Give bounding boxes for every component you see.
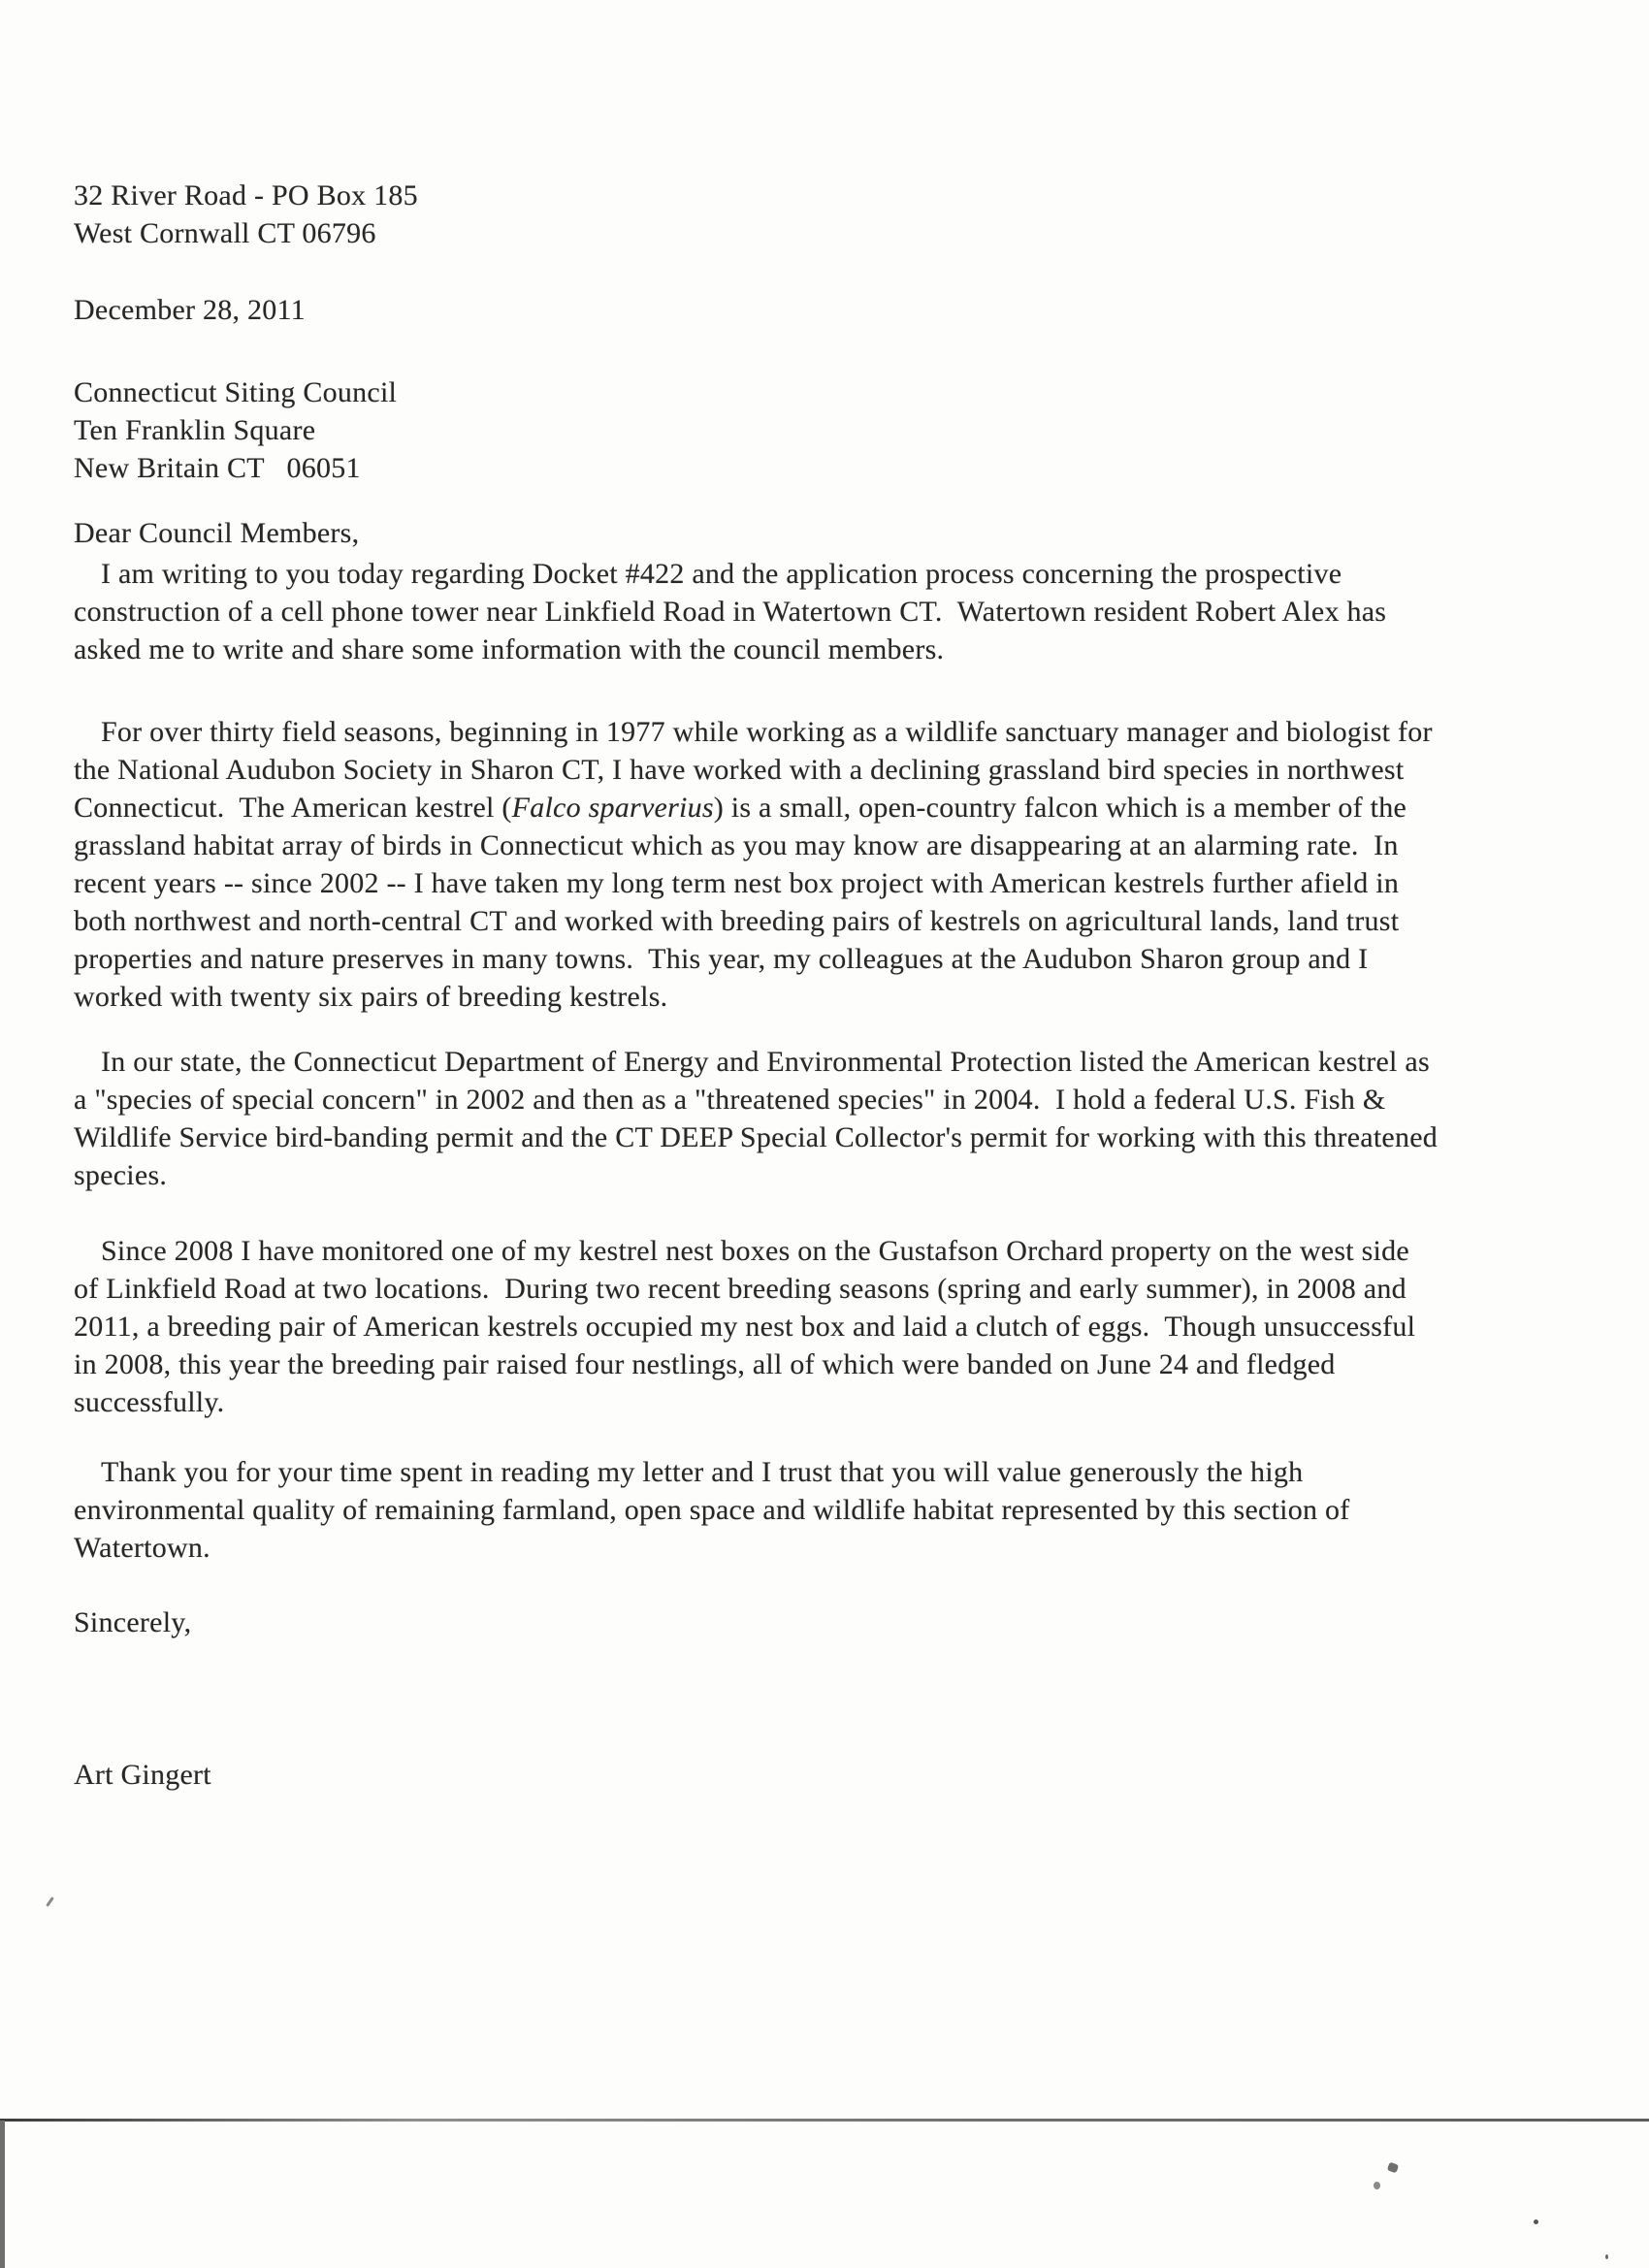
letter-date: December 28, 2011 — [74, 294, 306, 326]
scan-left-edge — [0, 2121, 5, 2268]
letter-line: recent years -- since 2002 -- I have taken my long term nest box project with American kestrels further afield in — [74, 867, 1400, 899]
letter-line: Since 2008 I have monitored one of my kestrel nest boxes on the Gustafson Orchard property on the west side — [101, 1235, 1409, 1267]
recipient-address-line: New Britain CT 06051 — [74, 452, 361, 484]
letter-line: 2011, a breeding pair of American kestrels occupied my nest box and laid a clutch of eggs. Though unsuccessful — [74, 1311, 1416, 1343]
letter-line: properties and nature preserves in many towns. This year, my colleagues at the Audubon Sharon group and I — [74, 943, 1369, 975]
letter-line: the National Audubon Society in Sharon CT, I have worked with a declining grassland bird species in northwest — [74, 754, 1405, 786]
paragraph-thanks — [74, 1453, 1552, 1567]
text-segment: Connecticut. The American kestrel ( — [74, 792, 512, 824]
paragraph-intro — [74, 555, 1552, 668]
scan-speck — [1605, 2254, 1608, 2259]
letter-line: both northwest and north-central CT and worked with breeding pairs of kestrels on agricultural lands, land trust — [74, 905, 1400, 937]
text-segment: ) is a small, open-country falcon which is a member of the — [713, 792, 1407, 824]
salutation: Dear Council Members, — [74, 517, 360, 549]
letter-line: worked with twenty six pairs of breeding kestrels. — [74, 981, 668, 1013]
letter-line: environmental quality of remaining farmland, open space and wildlife habitat represented by this section of — [74, 1494, 1350, 1526]
species-latin-name: Falco sparverius — [511, 792, 714, 824]
letter-line: construction of a cell phone tower near Linkfield Road in Watertown CT. Watertown resident Robert Alex has — [74, 596, 1387, 628]
letter-line: grassland habitat array of birds in Connecticut which as you may know are disappearing at an alarming rate. In — [74, 829, 1399, 861]
letter-line: a "species of special concern" in 2002 and then as a "threatened species" in 2004. I hold a federal U.S. Fish & — [74, 1084, 1386, 1116]
letter-line: For over thirty field seasons, beginning in 1977 while working as a wildlife sanctuary manager and biologist for — [101, 716, 1433, 748]
sender-address-line: West Cornwall CT 06796 — [74, 217, 376, 249]
scan-speck — [1387, 2162, 1399, 2174]
letter-line: I am writing to you today regarding Docket #422 and the application process concerning the prospective — [101, 558, 1342, 590]
scan-speck — [1534, 2219, 1538, 2224]
sender-address-line: 32 River Road - PO Box 185 — [74, 179, 418, 211]
letter-line-with-species-name — [74, 789, 1552, 826]
letter-line: species. — [74, 1159, 168, 1191]
recipient-address-line: Ten Franklin Square — [74, 414, 316, 446]
letter-line: In our state, the Connecticut Department of Energy and Environmental Protection listed the American kestrel as — [101, 1046, 1430, 1078]
paragraph-nest-boxes — [74, 1232, 1552, 1421]
letter-line: Thank you for your time spent in reading my letter and I trust that you will value generously the high — [101, 1456, 1304, 1488]
letter-line: in 2008, this year the breeding pair raised four nestlings, all of which were banded on June 24 and fledged — [74, 1348, 1336, 1380]
closing: Sincerely, — [74, 1606, 192, 1638]
letter-line: asked me to write and share some information with the council members. — [74, 633, 945, 665]
signature-name: Art Gingert — [74, 1759, 211, 1791]
letter-line: of Linkfield Road at two locations. During two recent breeding seasons (spring and early summer), in 2008 and — [74, 1273, 1406, 1305]
letter-line: Wildlife Service bird-banding permit and the CT DEEP Special Collector's permit for working with this threatened — [74, 1121, 1439, 1153]
paragraph-field-seasons — [74, 713, 1552, 1016]
scan-speck — [1374, 2182, 1380, 2189]
scan-tick-mark — [46, 1896, 54, 1907]
letter-line: successfully. — [74, 1386, 225, 1418]
paragraph-deep-listing — [74, 1043, 1552, 1194]
recipient-address-line: Connecticut Siting Council — [74, 376, 398, 408]
letter-line: Watertown. — [74, 1532, 210, 1564]
paper-edge-line — [0, 2119, 1649, 2122]
